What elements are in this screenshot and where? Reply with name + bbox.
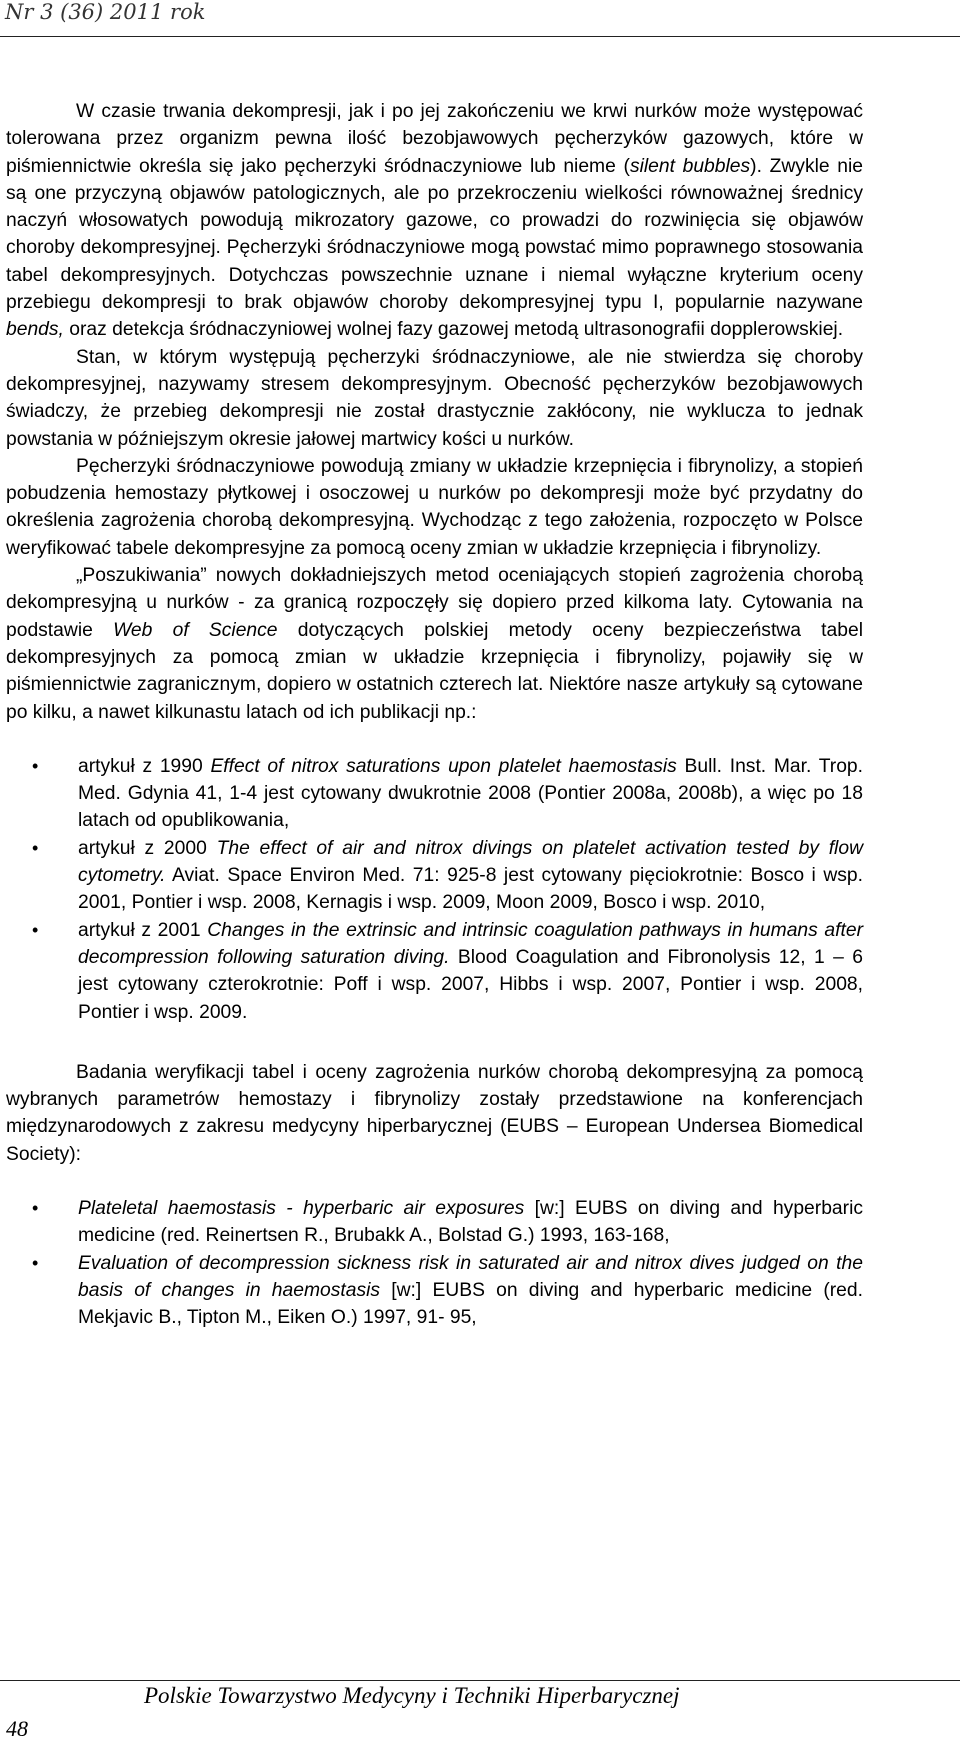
spacer bbox=[6, 726, 863, 753]
spacer bbox=[6, 1168, 863, 1195]
text-run: artykuł z 2000 bbox=[78, 837, 217, 859]
list-item bbox=[6, 835, 863, 917]
article-title: The effect of air and nitrox divings on platelet activation tested by flow cytometry. bbox=[78, 837, 863, 887]
page-number: 48 bbox=[6, 1716, 28, 1741]
text-run: ). Zwykle nie są one przyczyną objawów patologicznych, ale po przekroczeniu wielkości równoważnej średnicy naczyń włosowatych powodują mikrozatory gazowe, co prowadzi do rozwinięcia się objawów choroby dekompresyjnej. Pęcherzyki śródnaczyniowe mogą powstać mimo poprawnego stosowania tabel dekompresyjnych. Dotychczas powszechnie uznane i niemal wyłączne kryterium oceny przebiegu dekompresji to brak objawów choroby dekompresyjnej typu I, popularnie nazywane bbox=[6, 155, 863, 314]
paragraph-citations bbox=[6, 562, 863, 726]
text-run: [w:] EUBS on diving and hyperbaric medicine (red. Mekjavic B., Tipton M., Eiken O.) 1997, 91- 95, bbox=[78, 1279, 863, 1329]
text-run: W czasie trwania dekompresji, jak i po jej zakończeniu we krwi nurków może występować tolerowana przez organizm pewna ilość bezobjawowych pęcherzyków gazowych, które w piśmiennictwie określa się jako pęcherzyki śródnaczyniowe lub nieme ( bbox=[6, 101, 863, 177]
footer-rule bbox=[0, 1680, 960, 1681]
footer-publisher: Polskie Towarzystwo Medycyny i Techniki Hiperbarycznej bbox=[144, 1683, 680, 1708]
conference-papers-list bbox=[6, 1195, 863, 1331]
list-item bbox=[6, 1250, 863, 1332]
list-item bbox=[6, 1195, 863, 1250]
paragraph-decompression-stress: Stan, w którym występują pęcherzyki śródnaczyniowe, ale nie stwierdza się choroby dekompresyjnej, nazywamy stresem dekompresyjnym. Obecność pęcherzyków bezobjawowych świadczy, że przebieg dekompresji nie został drastycznie zakłócony, nie wyklucza to jednak powstania w późniejszym okresie jałowej martwicy kości u nurków. bbox=[6, 346, 863, 450]
article-title: Effect of nitrox saturations upon platelet haemostasis bbox=[210, 755, 677, 777]
bullet-icon: • bbox=[32, 919, 39, 940]
italic-term: bends, bbox=[6, 319, 64, 341]
paper-title: Plateletal haemostasis - hyperbaric air exposures bbox=[78, 1197, 525, 1219]
article-title: Changes in the extrinsic and intrinsic coagulation pathways in humans after decompression following saturation diving. bbox=[78, 919, 863, 968]
bullet-icon: • bbox=[32, 1252, 39, 1273]
text-run: artykuł z 2001 bbox=[78, 919, 208, 941]
journal-issue-header: Nr 3 (36) 2011 rok bbox=[5, 0, 206, 24]
text-run: Blood Coagulation and Fibronolysis 12, 1 – 6 jest cytowany czterokrotnie: Poff i wsp. 2007, Hibbs i wsp. 2007, Pontier i wsp. 2008, Pontier i wsp. 2009. bbox=[78, 946, 863, 1023]
bullet-icon: • bbox=[32, 1197, 39, 1218]
text-run: Aviat. Space Environ Med. 71: 925-8 jest cytowany pięciokrotnie: Bosco i wsp. 2001, Pontier i wsp. 2008, Kernagis i wsp. 2009, Moon 2009, Bosco i wsp. 2010, bbox=[78, 865, 863, 914]
list-item bbox=[6, 753, 863, 835]
text-run: „Poszukiwania” nowych dokładniejszych metod oceniających stopień zagrożenia chorobą dekompresyjną u nurków - za granicą rozpoczęły się dopiero przed kilkoma laty. Cytowania na podstawie bbox=[6, 565, 863, 641]
italic-term: silent bubbles bbox=[629, 155, 751, 177]
cited-articles-list bbox=[6, 753, 863, 1026]
text-run: dotyczących polskiej metody oceny bezpieczeństwa tabel dekompresyjnych za pomocą zmian w układzie krzepnięcia i fibrynolizy, pojawiły się w piśmiennictwie zagranicznym, dopiero w ostatnich czterech lat. Niektóre nasze artykuły są cytowane po kilku, a nawet kilkunastu latach od ich publikacji np.: bbox=[6, 619, 863, 723]
text-run: artykuł z 1990 bbox=[78, 755, 211, 777]
paragraph-silent-bubbles bbox=[6, 98, 863, 344]
text-run: Bull. Inst. Mar. Trop. Med. Gdynia 41, 1-4 jest cytowany dwukrotnie 2008 (Pontier 2008a, 2008b), a więc po 18 latach od opublikowania, bbox=[78, 755, 863, 832]
spacer bbox=[6, 1026, 863, 1059]
text-run: [w:] EUBS on diving and hyperbaric medicine (red. Reinertsen R., Brubakk A., Bolstad G.) 1993, 163-168, bbox=[78, 1197, 863, 1247]
list-item bbox=[6, 917, 863, 1026]
header-rule bbox=[0, 36, 960, 37]
paragraph-coagulation: Pęcherzyki śródnaczyniowe powodują zmiany w układzie krzepnięcia i fibrynolizy, a stopień pobudzenia hemostazy płytkowej i osoczowej u nurków po dekompresji może być przydatny do określenia zagrożenia chorobą dekompresyjną. Wychodząc z tego założenia, rozpoczęto w Polsce weryfikować tabele dekompresyjne za pomocą oceny zmian w układzie krzepnięcia i fibrynolizy. bbox=[6, 455, 863, 559]
bullet-icon: • bbox=[32, 837, 39, 858]
paper-title: Evaluation of decompression sickness risk in saturated air and nitrox dives judged on the basis of changes in haemostasis bbox=[78, 1252, 863, 1301]
text-run: oraz detekcja śródnaczyniowej wolnej fazy gazowej metodą ultrasonografii dopplerowskiej. bbox=[63, 319, 844, 341]
article-body bbox=[6, 98, 863, 1331]
paragraph-conferences: Badania weryfikacji tabel i oceny zagrożenia nurków chorobą dekompresyjną za pomocą wybranych parametrów hemostazy i fibrynolizy zostały przedstawione na konferencjach międzynarodowych z zakresu medycyny hiperbarycznej (EUBS – European Undersea Biomedical Society): bbox=[6, 1061, 863, 1165]
italic-term: Web of Science bbox=[113, 619, 278, 641]
bullet-icon: • bbox=[32, 755, 39, 776]
